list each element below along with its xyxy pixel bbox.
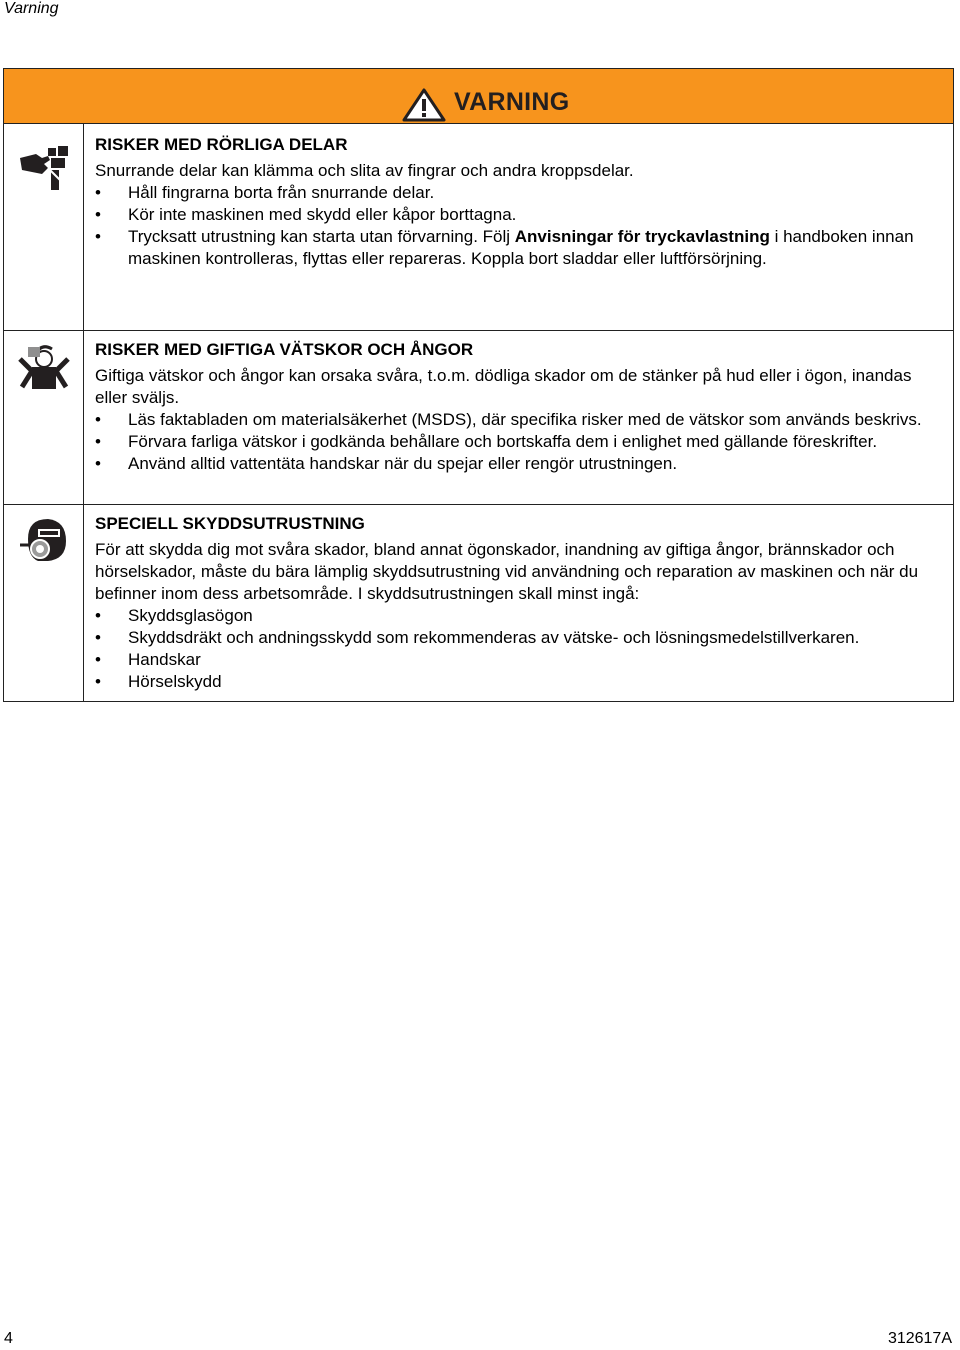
bullet-text: i handboken innan maskinen kontrolleras, flyttas eller repareras. Koppla bort sladdar eller luftförsörjning. [128,227,914,268]
section-toxic-fluids [4,331,953,505]
bullet-text: Trycksatt utrustning kan starta utan förvarning. Följ [128,227,515,246]
section-title: RISKER MED RÖRLIGA DELAR [95,135,348,154]
section-intro: För att skydda dig mot svåra skador, bland annat ögonskador, inandning av giftiga ångor, brännskador och hörselskador, måste du bära lämplig skyddsutrustning vid användning och reparation av maskinen och när du befinner inom dess arbetsområde. I skyddsutrustningen skall minst ingå: [95,540,919,603]
bullet-item: • Skyddsdräkt och andningsskydd som rekommenderas av vätske- och lösningsmedelstillverkaren. [95,627,939,649]
banner-title: VARNING [454,88,570,116]
warning-banner [4,69,953,124]
section-intro: Snurrande delar kan klämma och slita av fingrar och andra kroppsdelar. [95,161,634,180]
bullet-list [95,605,939,693]
running-header: Varning [4,0,59,17]
bullet-item: • Håll fingrarna borta från snurrande delar. [95,182,939,204]
warning-triangle-icon [402,88,446,122]
moving-parts-hand-icon [18,144,70,194]
section-protective-equipment [4,505,953,701]
bullet-list [95,182,939,270]
page-number: 4 [4,1330,13,1347]
bullet-item: • Hörselskydd [95,671,939,693]
section-icon-cell [4,124,84,330]
bullet-item: • Handskar [95,649,939,671]
section-icon-cell [4,505,84,701]
bullet-item: • Använd alltid vattentäta handskar när du spejar eller rengör utrustningen. [95,453,939,475]
section-moving-parts [4,124,953,331]
bullet-list [95,409,939,475]
bullet-item: • Skyddsglasögon [95,605,939,627]
section-text [84,331,953,504]
section-icon-cell [4,331,84,504]
section-title: SPECIELL SKYDDSUTRUSTNING [95,514,365,533]
protective-gear-head-icon [18,517,70,563]
bullet-item: • Förvara farliga vätskor i godkända behållare och bortskaffa dem i enlighet med gällande föreskrifter. [95,431,939,453]
warning-table [3,68,954,702]
bullet-item: • Läs faktabladen om materialsäkerhet (MSDS), där specifika risker med de vätskor som används beskrivs. [95,409,939,431]
section-text [84,505,953,701]
document-number: 312617A [887,1330,952,1347]
section-title: RISKER MED GIFTIGA VÄTSKOR OCH ÅNGOR [95,340,474,359]
banner-content [402,86,570,120]
bullet-item [95,226,939,270]
section-intro: Giftiga vätskor och ångor kan orsaka svåra, t.o.m. dödliga skador om de stänker på hud eller i ögon, inandas eller sväljs. [95,366,912,407]
toxic-fumes-person-icon [18,345,70,393]
bold-reference: Anvisningar för tryckavlastning [514,227,770,246]
section-text [84,124,953,330]
bullet-item: • Kör inte maskinen med skydd eller kåpor borttagna. [95,204,939,226]
